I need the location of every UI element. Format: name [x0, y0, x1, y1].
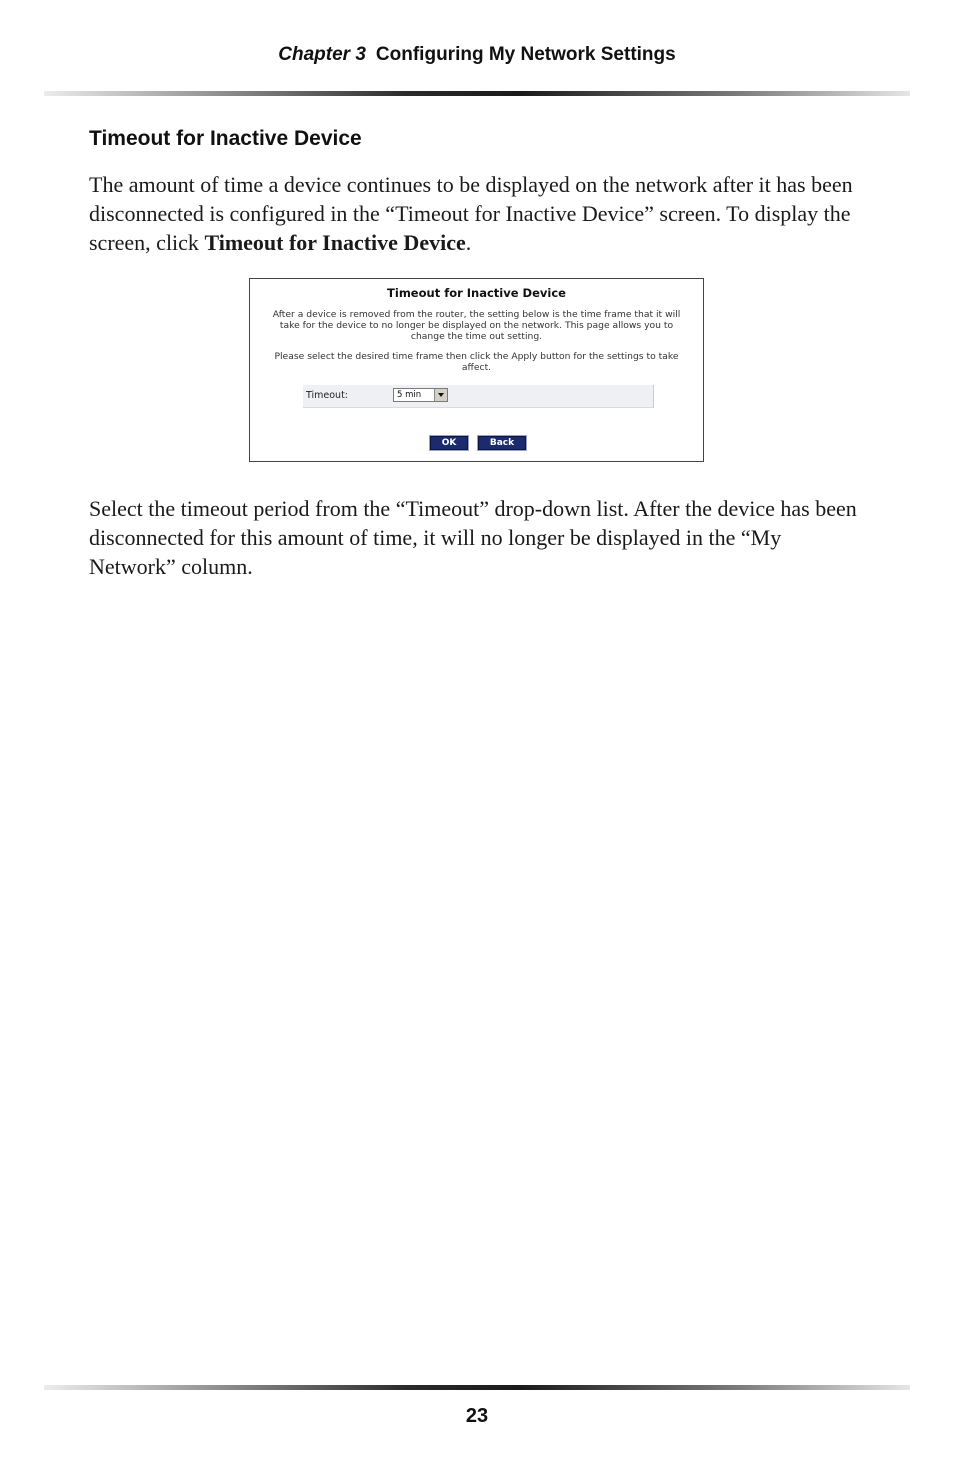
ok-button[interactable]: OK: [430, 436, 468, 450]
page-number: 23: [465, 1405, 489, 1427]
intro-end: .: [465, 230, 472, 255]
chapter-label: Chapter 3: [278, 44, 366, 65]
intro-text: The amount of time a device continues to be displayed on the network after it has been disconnected is configured in the “Timeout for Inactive Device” screen. To display the screen, click: [89, 172, 853, 255]
back-button[interactable]: Back: [478, 436, 526, 450]
intro-paragraph: [89, 170, 869, 257]
section-title: Timeout for Inactive Device: [89, 127, 362, 150]
screenshot-instruction: Please select the desired time frame then click the Apply button for the settings to take affect.: [274, 351, 679, 373]
footer-rule: [44, 1385, 910, 1390]
intro-bold-link-name: Timeout for Inactive Device: [204, 230, 466, 255]
body-paragraph: Select the timeout period from the “Timeout” drop-down list. After the device has been disconnected for this amount of time, it will no longer be displayed in the “My Network” column.: [89, 496, 857, 579]
dropdown-arrow-icon[interactable]: [434, 389, 447, 401]
header-rule: [44, 91, 910, 96]
timeout-label: Timeout:: [306, 390, 349, 401]
screenshot-description: After a device is removed from the router, the setting below is the time frame that it will take for the device to no longer be displayed on the network. This page allows you to change the time out setting.: [272, 309, 681, 342]
timeout-row: [303, 385, 654, 408]
timeout-dropdown[interactable]: [393, 388, 448, 402]
screenshot-title: Timeout for Inactive Device: [387, 286, 566, 300]
chapter-title: Configuring My Network Settings: [375, 44, 676, 65]
page-header: [0, 44, 954, 66]
timeout-screenshot: [249, 278, 704, 462]
timeout-selected-value: 5 min: [397, 390, 422, 400]
